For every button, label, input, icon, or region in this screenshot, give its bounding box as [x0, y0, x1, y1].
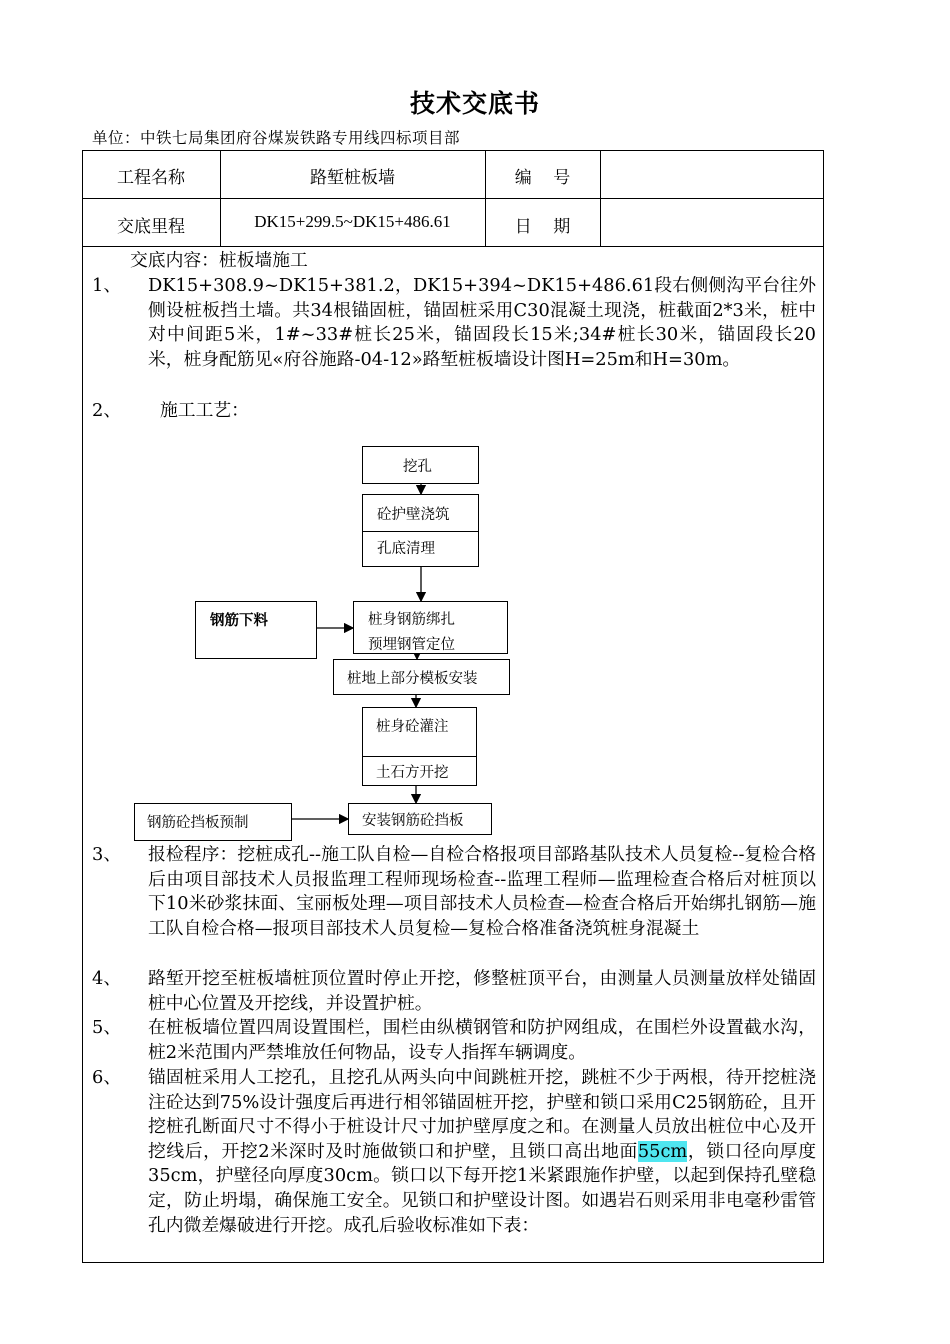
flow-step-bind: 桩身钢筋绑扎 预埋钢管定位	[353, 601, 508, 654]
flow-step-install: 安装钢筋砼挡板	[348, 803, 492, 835]
paragraph-5-text: 在桩板墙位置四周设置围栏，围栏由纵横钢管和防护网组成，在围栏外设置截水沟，桩2米范围内严禁堆放任何物品，设专人指挥车辆调度。	[148, 1017, 816, 1063]
project-name-value: 路堑桩板墙	[310, 168, 395, 188]
unit-line: 单位：中铁七局集团府谷煤炭铁路专用线四标项目部	[92, 129, 461, 147]
number-label: 编 号	[514, 168, 571, 188]
flow-step-pipe: 预埋钢管定位	[368, 637, 455, 653]
paragraph-4: 路堑开挖至桩板墙桩顶位置时停止开挖，修整桩顶平台，由测量人员测量放样处锚固桩中心位置及开挖线，并设置护桩。	[148, 968, 816, 1014]
paragraph-number: 1、	[92, 275, 122, 296]
flow-step-divider	[363, 756, 476, 757]
paragraph-1: DK15+308.9~DK15+381.2，DK15+394~DK15+486.61段右侧侧沟平台往外侧设桩板挡土墙。共34根锚固桩，锚固桩采用C30混凝土现浇，桩截面2*3米，桩中对中间距5米，1#~33#桩长25米，锚固段长15米;34#桩长30米，锚固段长20米，桩身配筋见«府谷施路-04-12»路堑桩板墙设计图H=25m和H=30m。	[148, 275, 816, 370]
date-label: 日 期	[514, 217, 571, 237]
highlighted-text: 55cm	[637, 1140, 688, 1162]
paragraph-3: 报检程序：挖桩成孔--施工队自检—自检合格报项目部路基队技术人员复检--复检合格后由项目部技术人员报监理工程师现场检查--监理工程师—监理检查合格后对桩顶以下10米砂浆抹面、宝丽板处理—项目部技术人员检查—检查合格后开始绑扎钢筋—施工队自检合格—报项目部技术人员复检—复检合格准备浇筑桩身混凝土	[148, 844, 816, 939]
paragraph-6-text-b: ，锁口径向厚度35cm，护壁径向厚度30cm。锁口以下每开挖1米紧跟施作护壁，以起到保持孔壁稳定，防止坍塌，确保施工安全。见锁口和护壁设计图。如遇岩石则采用非电毫秒雷管孔内微差爆破进行开挖。成孔后验收标准如下表：	[148, 1140, 816, 1236]
flow-side-rebar: 钢筋下料	[195, 601, 317, 659]
paragraph-number: 5、	[92, 1017, 122, 1038]
mileage-label: 交底里程	[117, 217, 185, 237]
flow-step-excavate: 土石方开挖	[376, 765, 449, 781]
flow-step-divider	[363, 531, 478, 532]
flow-step-wall-and-clean	[362, 494, 479, 567]
flow-step-wall: 砼护壁浇筑	[377, 507, 450, 523]
paragraph-number: 6、	[92, 1067, 122, 1088]
flow-step-pour: 桩身砼灌注	[376, 719, 449, 735]
flow-step-pour-and-excavate	[362, 707, 477, 786]
content-intro: 交底内容：桩板墙施工	[130, 250, 308, 271]
flow-step-dig: 挖孔	[362, 446, 479, 484]
flow-step-clean: 孔底清理	[377, 541, 435, 557]
paragraph-number: 3、	[92, 844, 122, 865]
flow-step-form: 桩地上部分模板安装	[333, 659, 510, 695]
paragraph-6-text-a: 锚固桩采用人工挖孔，且挖孔从两头向中间跳桩开挖，跳桩不少于两根，待开挖桩浇注砼达到75%设计强度后再进行相邻锚固桩开挖，护壁和锁口采用C25钢筋砼，且开挖桩孔断面尺寸不得小于桩设计尺寸加护壁厚度之和。在测量人员放出桩位中心及开挖线后，开挖2米深时及时施做锁口和护壁，且锁口高出地面	[148, 1067, 816, 1162]
paragraph-number: 4、	[92, 968, 122, 989]
mileage-value: DK15+299.5~DK15+486.61	[254, 212, 451, 231]
document-title: 技术交底书	[409, 89, 540, 118]
paragraph-2: 施工工艺：	[160, 400, 249, 421]
paragraph-number: 2、	[92, 400, 122, 421]
project-name-label: 工程名称	[117, 168, 185, 188]
flow-side-precast: 钢筋砼挡板预制	[134, 803, 292, 841]
